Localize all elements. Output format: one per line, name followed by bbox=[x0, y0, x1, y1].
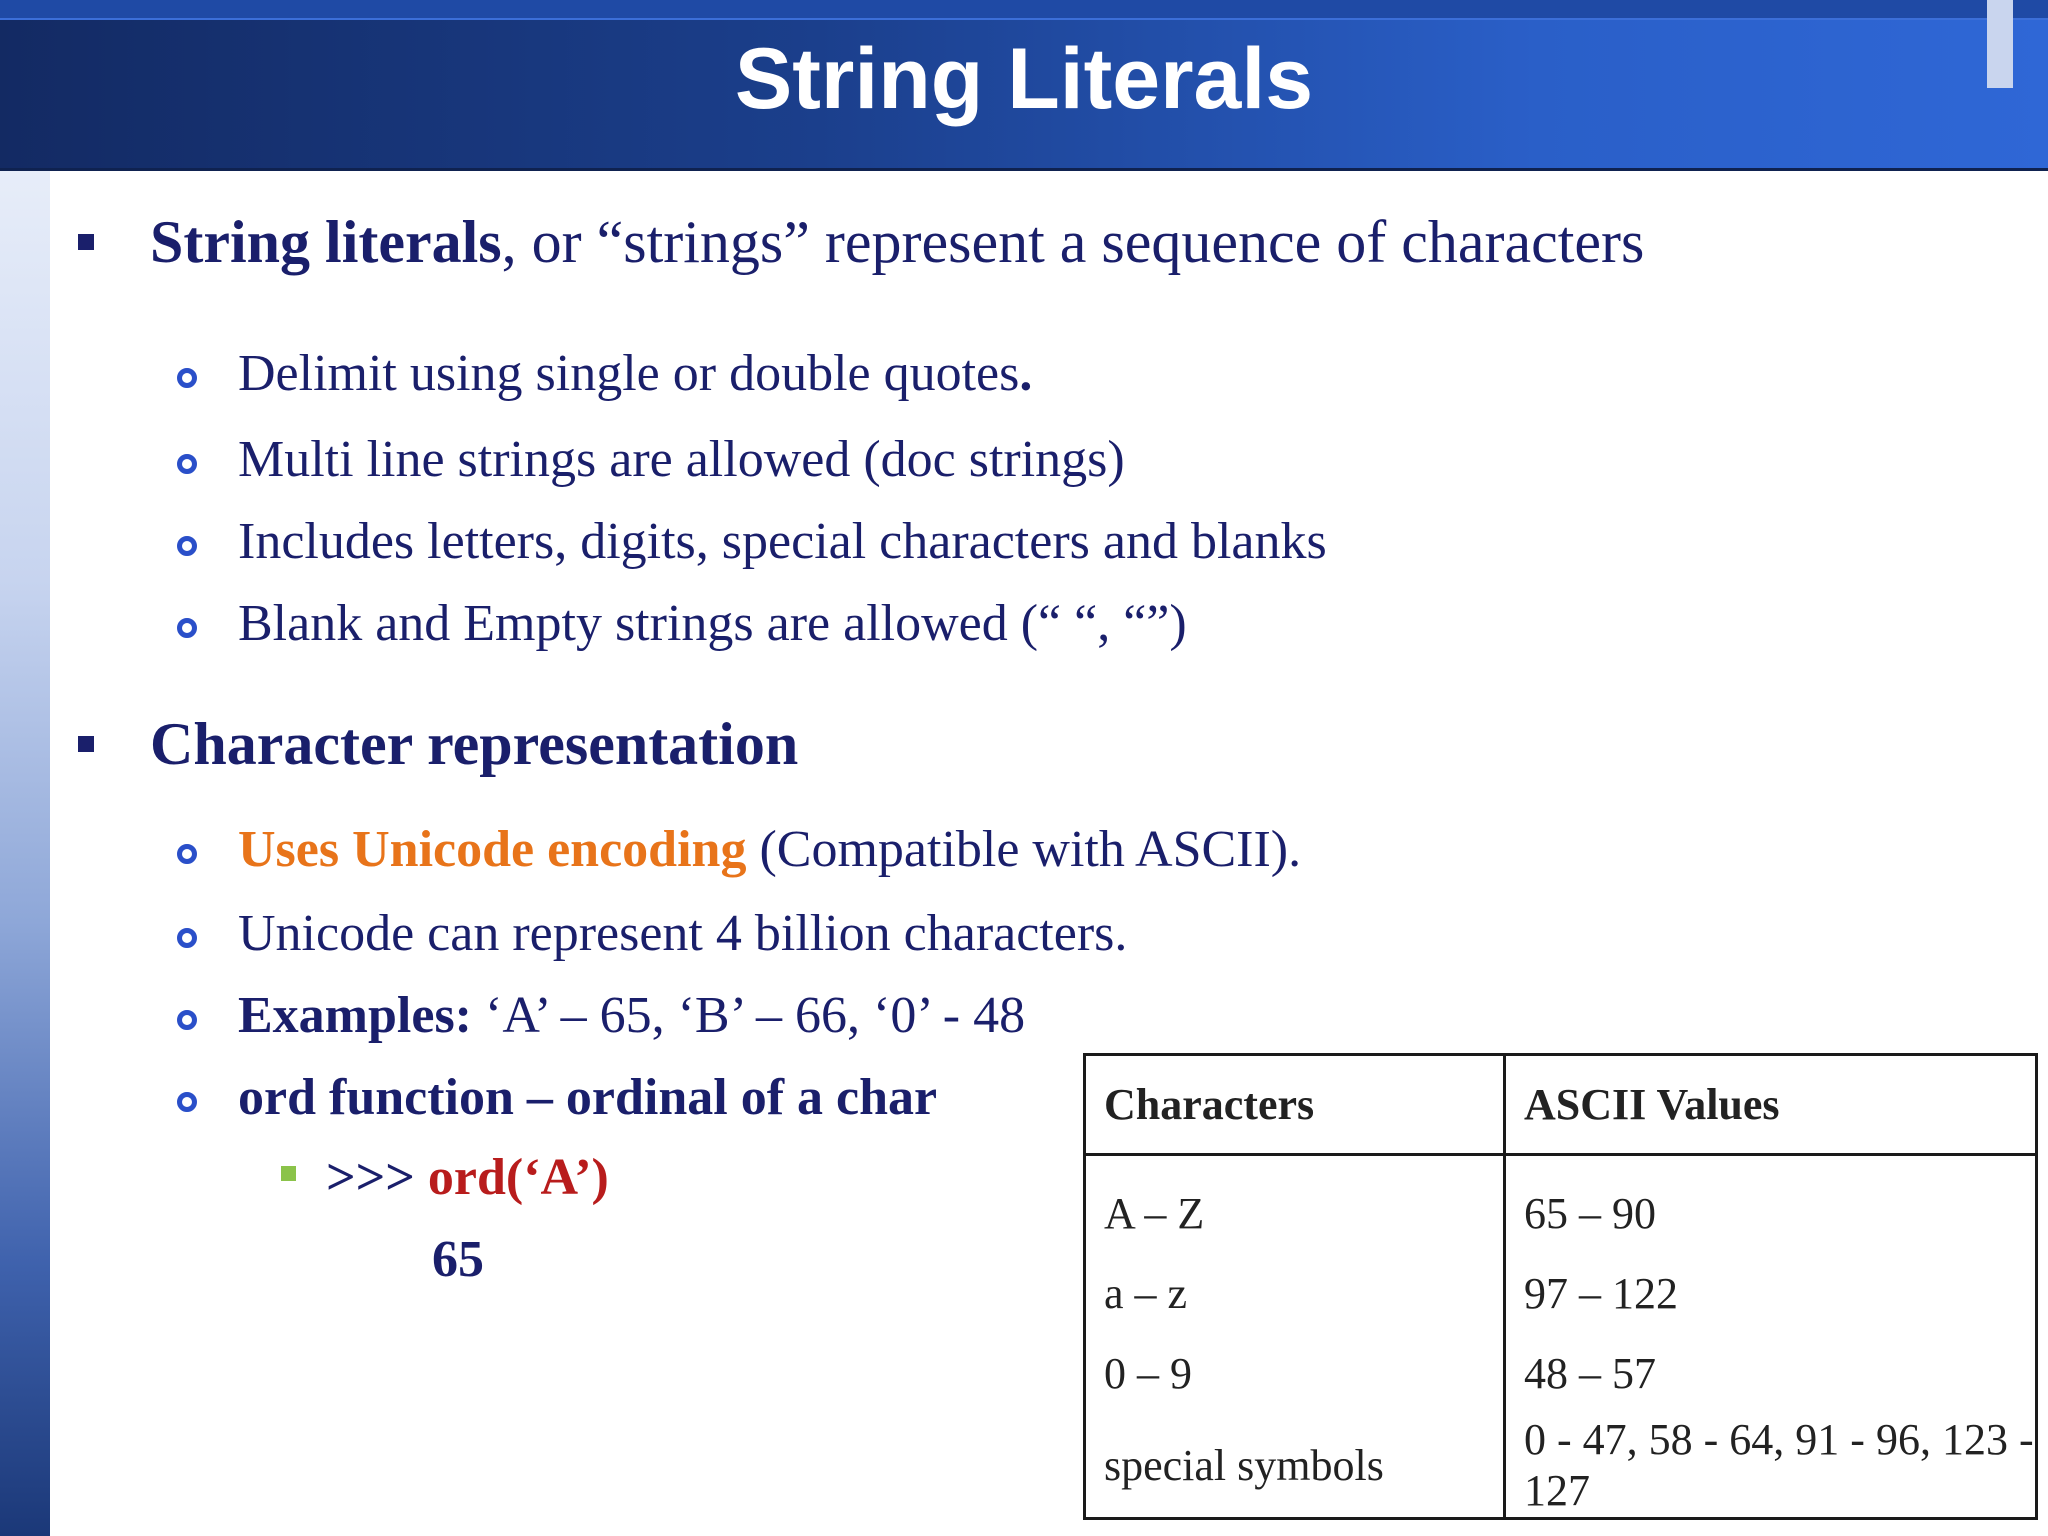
table-row bbox=[1085, 1413, 2037, 1519]
table-cell: a – z bbox=[1085, 1253, 1505, 1333]
section2-heading: Character representation bbox=[150, 711, 799, 777]
section1-heading-bold: String literals bbox=[150, 209, 502, 275]
circle-bullet-icon bbox=[177, 1010, 197, 1030]
section2-item-2: Unicode can represent 4 billion characters. bbox=[238, 905, 1128, 962]
table-header-row bbox=[1085, 1055, 2037, 1155]
table-cell: A – Z bbox=[1085, 1155, 1505, 1254]
table-cell: 48 – 57 bbox=[1505, 1333, 2037, 1413]
examples-label: Examples: bbox=[238, 987, 472, 1044]
ord-call: ord(‘A’) bbox=[427, 1149, 609, 1206]
table-header-characters: Characters bbox=[1085, 1055, 1505, 1155]
ascii-table bbox=[1083, 1053, 2038, 1520]
section2-item-4 bbox=[238, 1068, 937, 1127]
table-header-ascii-values: ASCII Values bbox=[1505, 1055, 2037, 1155]
section1-heading bbox=[150, 208, 1644, 277]
section1-item-1-suffix: . bbox=[1019, 345, 1033, 402]
table-row bbox=[1085, 1155, 2037, 1254]
unicode-highlight: Uses Unicode encoding bbox=[238, 821, 747, 878]
section1-item-2: Multi line strings are allowed (doc strings) bbox=[238, 431, 1125, 488]
table-cell: 0 – 9 bbox=[1085, 1333, 1505, 1413]
section2-item-1-text: (Compatible with ASCII). bbox=[746, 821, 1302, 878]
python-prompt: >>> bbox=[326, 1149, 428, 1206]
table-cell: special symbols bbox=[1085, 1413, 1505, 1519]
section1-item-1-text: Delimit using single or double quotes bbox=[238, 345, 1020, 402]
code-result: 65 bbox=[432, 1231, 484, 1288]
section1-item-1 bbox=[238, 344, 1032, 403]
table-cell: 0 - 47, 58 - 64, 91 - 96, 123 - 127 bbox=[1505, 1413, 2037, 1519]
table-row bbox=[1085, 1253, 2037, 1333]
square-bullet-icon bbox=[78, 736, 94, 752]
table-row bbox=[1085, 1333, 2037, 1413]
slide-title: String Literals bbox=[734, 31, 1314, 127]
table-cell: 97 – 122 bbox=[1505, 1253, 2037, 1333]
ord-function-label: ord function – ordinal of a char bbox=[238, 1069, 938, 1126]
circle-bullet-icon bbox=[177, 1092, 197, 1112]
section2-item-3 bbox=[238, 986, 1025, 1045]
circle-bullet-icon bbox=[177, 844, 197, 864]
section1-item-3: Includes letters, digits, special characters and blanks bbox=[238, 513, 1327, 570]
circle-bullet-icon bbox=[177, 618, 197, 638]
code-line bbox=[326, 1148, 609, 1207]
square-bullet-icon bbox=[78, 234, 94, 250]
section1-item-4: Blank and Empty strings are allowed (“ “, “”) bbox=[238, 595, 1187, 652]
green-square-bullet-icon bbox=[281, 1166, 296, 1181]
section2-item-1 bbox=[238, 820, 1301, 879]
circle-bullet-icon bbox=[177, 928, 197, 948]
circle-bullet-icon bbox=[177, 536, 197, 556]
circle-bullet-icon bbox=[177, 368, 197, 388]
section1-heading-rest: , or “strings” represent a sequence of characters bbox=[501, 209, 1645, 275]
examples-text: ‘A’ – 65, ‘B’ – 66, ‘0’ - 48 bbox=[472, 987, 1026, 1044]
circle-bullet-icon bbox=[177, 454, 197, 474]
table-cell: 65 – 90 bbox=[1505, 1155, 2037, 1254]
